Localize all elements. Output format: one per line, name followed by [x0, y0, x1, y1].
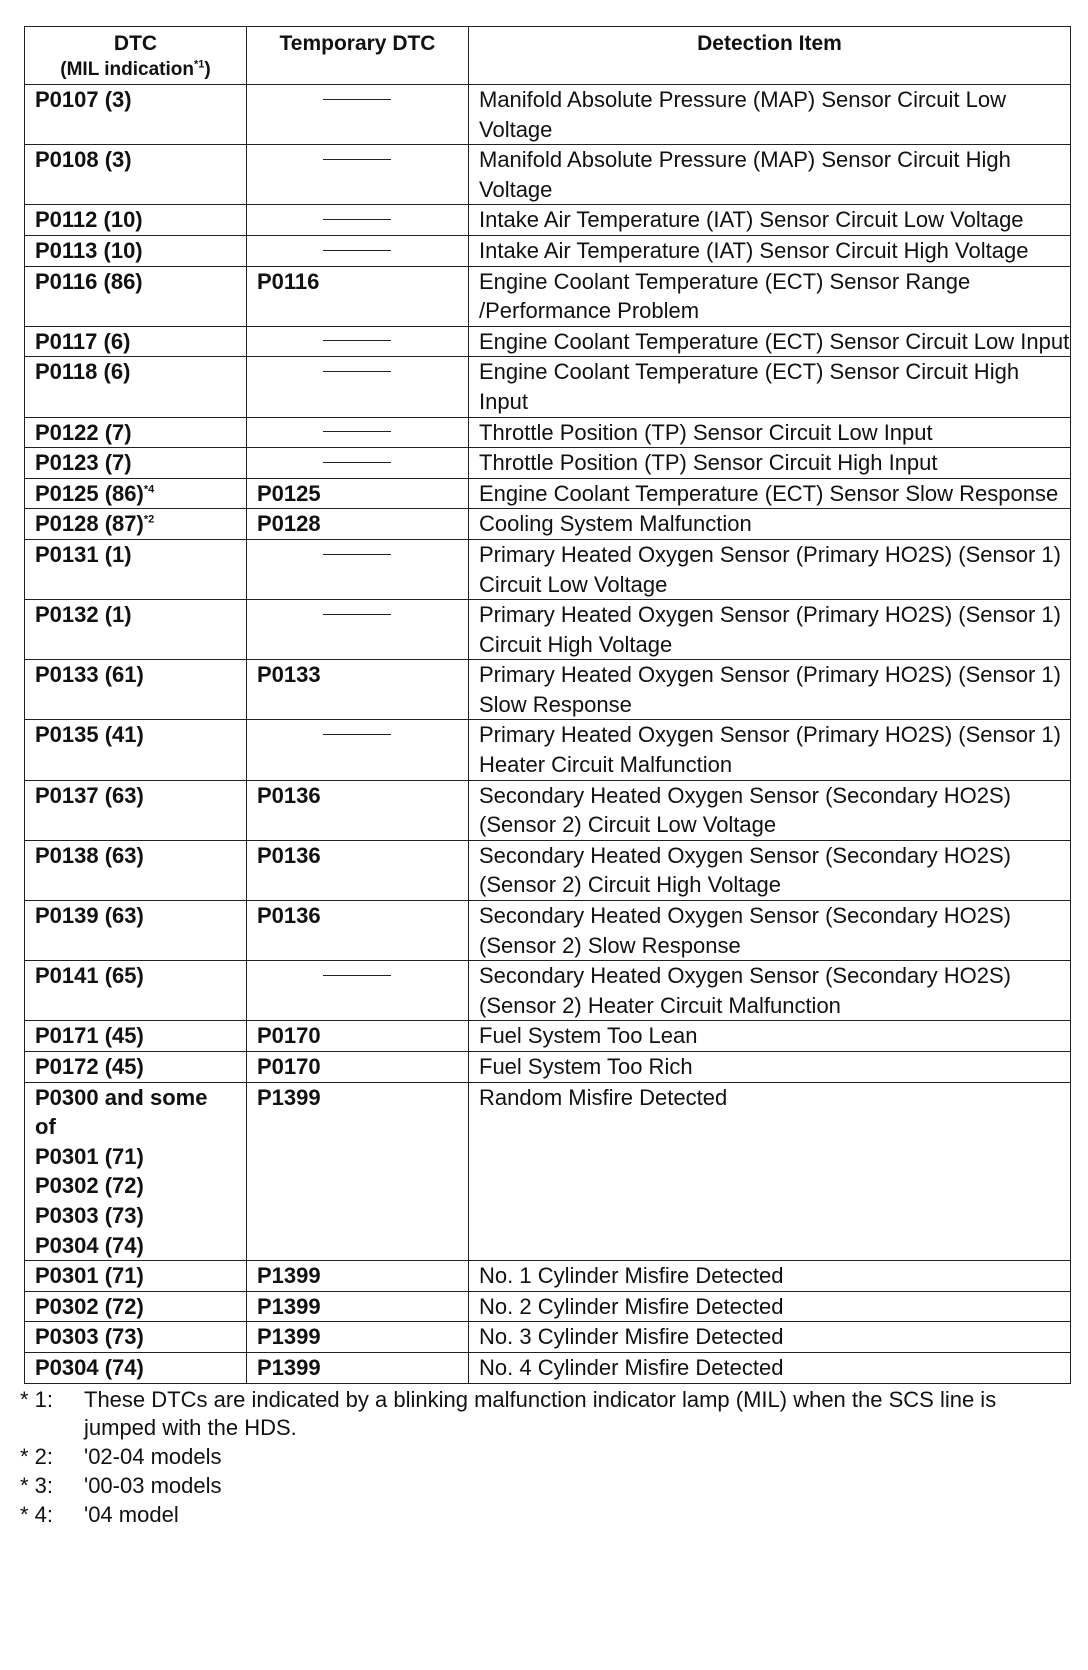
temporary-dtc-code: P1399 [257, 1084, 321, 1110]
dtc-code-cell [25, 326, 247, 357]
temporary-dtc-cell [247, 478, 469, 509]
detection-item-cell: Primary Heated Oxygen Sensor (Primary HO2S) (Sensor 1) Circuit Low Voltage [469, 539, 1071, 599]
temporary-dtc-cell [247, 1352, 469, 1383]
dtc-code-cell [25, 509, 247, 540]
detection-item-cell: Manifold Absolute Pressure (MAP) Sensor Circuit High Voltage [469, 145, 1071, 205]
header-dtc [25, 27, 247, 85]
dtc-code-cell [25, 85, 247, 145]
detection-item-cell: Engine Coolant Temperature (ECT) Sensor Range /Performance Problem [469, 266, 1071, 326]
table-row [25, 600, 1071, 660]
temporary-dtc-cell [247, 326, 469, 357]
dtc-code-cell [25, 145, 247, 205]
table-row [25, 205, 1071, 236]
detection-item-cell: Engine Coolant Temperature (ECT) Sensor Slow Response [469, 478, 1071, 509]
temporary-dtc-cell [247, 417, 469, 448]
footnote-text: These DTCs are indicated by a blinking malfunction indicator lamp (MIL) when the SCS line is jumped with the HDS. [84, 1386, 997, 1440]
dtc-code: P0123 (7) [35, 450, 132, 476]
table-row [25, 1082, 1071, 1261]
detection-item-cell: Primary Heated Oxygen Sensor (Primary HO2S) (Sensor 1) Slow Response [469, 660, 1071, 720]
dtc-code: P0138 (63) [35, 842, 144, 868]
header-dtc-sub-text: (MIL indication [60, 59, 194, 80]
temporary-dtc-cell [247, 600, 469, 660]
detection-item-cell: Throttle Position (TP) Sensor Circuit Low Input [469, 417, 1071, 448]
dtc-code: P0116 (86) [35, 268, 143, 294]
temporary-dtc-cell [247, 1082, 469, 1261]
temporary-dtc-cell [247, 1261, 469, 1292]
header-footnote-mark: *1 [193, 58, 205, 71]
dtc-code-cell [25, 1082, 247, 1261]
header-dtc-sub-close: ) [204, 59, 211, 80]
dtc-code-cell [25, 840, 247, 900]
table-row [25, 326, 1071, 357]
table-row [25, 1322, 1071, 1353]
dtc-code-line: P0301 (71) [35, 1143, 144, 1169]
detection-item-cell: Random Misfire Detected [469, 1082, 1071, 1261]
temporary-dtc-cell [247, 660, 469, 720]
dtc-code-cell [25, 1261, 247, 1292]
detection-item-cell: Intake Air Temperature (IAT) Sensor Circuit High Voltage [469, 235, 1071, 266]
detection-item-cell: Cooling System Malfunction [469, 509, 1071, 540]
dtc-code: P0137 (63) [35, 782, 144, 808]
no-code-dash [323, 554, 391, 555]
no-code-dash [323, 159, 391, 160]
dtc-code-line: P0303 (73) [35, 1202, 144, 1228]
detection-item-cell: No. 3 Cylinder Misfire Detected [469, 1322, 1071, 1353]
detection-item-cell: Secondary Heated Oxygen Sensor (Secondary HO2S) (Sensor 2) Circuit High Voltage [469, 840, 1071, 900]
dtc-code-line: P0304 (74) [35, 1232, 144, 1258]
dtc-code-cell [25, 600, 247, 660]
table-row [25, 720, 1071, 780]
detection-item-cell: Manifold Absolute Pressure (MAP) Sensor Circuit Low Voltage [469, 85, 1071, 145]
dtc-code-cell [25, 539, 247, 599]
detection-item-cell: Fuel System Too Lean [469, 1021, 1071, 1052]
table-header-row [25, 27, 1071, 85]
temporary-dtc-cell [247, 448, 469, 479]
footnote [20, 1501, 1070, 1529]
no-code-dash [323, 99, 391, 100]
temporary-dtc-code: P0116 [257, 268, 320, 294]
footnote [20, 1472, 1070, 1500]
temporary-dtc-cell [247, 840, 469, 900]
dtc-code: P0128 (87) [35, 511, 144, 537]
temporary-dtc-code: P0125 [257, 480, 321, 506]
footnote-text: '00-03 models [84, 1472, 222, 1498]
dtc-code-cell [25, 1352, 247, 1383]
dtc-code-cell [25, 720, 247, 780]
footnote-marker: * 1: [20, 1386, 54, 1412]
temporary-dtc-cell [247, 266, 469, 326]
dtc-code-cell [25, 780, 247, 840]
table-row [25, 901, 1071, 961]
detection-item-cell: Throttle Position (TP) Sensor Circuit High Input [469, 448, 1071, 479]
detection-item-cell: Primary Heated Oxygen Sensor (Primary HO2S) (Sensor 1) Circuit High Voltage [469, 600, 1071, 660]
dtc-code: P0107 (3) [35, 87, 132, 112]
dtc-code: P0118 (6) [35, 359, 131, 385]
header-temporary-dtc: Temporary DTC [247, 27, 469, 85]
dtc-code-cell [25, 448, 247, 479]
temporary-dtc-cell [247, 1322, 469, 1353]
temporary-dtc-cell [247, 509, 469, 540]
table-row [25, 85, 1071, 145]
table-row [25, 1261, 1071, 1292]
dtc-code: P0117 (6) [35, 328, 131, 354]
dtc-code-cell [25, 901, 247, 961]
header-detection-item: Detection Item [469, 27, 1071, 85]
detection-item-cell: Engine Coolant Temperature (ECT) Sensor Circuit Low Input [469, 326, 1071, 357]
temporary-dtc-code: P0136 [257, 782, 321, 808]
dtc-code: P0304 (74) [35, 1354, 144, 1380]
dtc-code-line: P0300 and some [35, 1084, 208, 1110]
dtc-code: P0112 (10) [35, 207, 143, 233]
detection-item-cell: Secondary Heated Oxygen Sensor (Secondary HO2S) (Sensor 2) Circuit Low Voltage [469, 780, 1071, 840]
temporary-dtc-cell [247, 901, 469, 961]
no-code-dash [323, 219, 391, 220]
table-row [25, 1052, 1071, 1083]
dtc-code: P0302 (72) [35, 1293, 144, 1319]
temporary-dtc-code: P1399 [257, 1293, 321, 1319]
dtc-page [20, 26, 1070, 1529]
table-row [25, 478, 1071, 509]
no-code-dash [323, 371, 391, 372]
footnote-marker: * 3: [20, 1472, 54, 1498]
dtc-code: P0132 (1) [35, 602, 132, 628]
footnote-mark: *4 [143, 483, 155, 496]
no-code-dash [323, 462, 391, 463]
dtc-code-cell [25, 205, 247, 236]
no-code-dash [323, 975, 391, 976]
footnote [20, 1443, 1070, 1471]
dtc-code-cell [25, 1052, 247, 1083]
footnote-mark: *2 [143, 513, 155, 526]
table-row [25, 417, 1071, 448]
no-code-dash [323, 431, 391, 432]
dtc-code: P0303 (73) [35, 1324, 144, 1350]
temporary-dtc-code: P0170 [257, 1023, 321, 1049]
footnote-text: '02-04 models [84, 1443, 222, 1469]
footnote-marker: * 2: [20, 1443, 54, 1469]
temporary-dtc-code: P0136 [257, 903, 321, 929]
table-row [25, 235, 1071, 266]
detection-item-cell: Intake Air Temperature (IAT) Sensor Circuit Low Voltage [469, 205, 1071, 236]
table-row [25, 509, 1071, 540]
header-dtc-sub [29, 58, 242, 82]
table-row [25, 840, 1071, 900]
table-row [25, 961, 1071, 1021]
dtc-table-body [25, 85, 1071, 1384]
temporary-dtc-code: P0133 [257, 662, 321, 688]
table-row [25, 1291, 1071, 1322]
no-code-dash [323, 734, 391, 735]
dtc-code: P0135 (41) [35, 722, 144, 748]
table-row [25, 1021, 1071, 1052]
detection-item-cell: Secondary Heated Oxygen Sensor (Secondary HO2S) (Sensor 2) Slow Response [469, 901, 1071, 961]
header-dtc-label: DTC [113, 32, 158, 55]
dtc-code-cell [25, 1291, 247, 1322]
temporary-dtc-code: P0170 [257, 1054, 321, 1079]
table-row [25, 357, 1071, 417]
temporary-dtc-cell [247, 205, 469, 236]
detection-item-cell: No. 1 Cylinder Misfire Detected [469, 1261, 1071, 1292]
temporary-dtc-code: P1399 [257, 1354, 321, 1380]
detection-item-cell: Engine Coolant Temperature (ECT) Sensor Circuit High Input [469, 357, 1071, 417]
temporary-dtc-cell [247, 357, 469, 417]
footnote [20, 1386, 1070, 1442]
temporary-dtc-code: P1399 [257, 1324, 321, 1350]
temporary-dtc-cell [247, 720, 469, 780]
table-row [25, 780, 1071, 840]
dtc-code: P0172 (45) [35, 1054, 144, 1079]
detection-item-cell: No. 4 Cylinder Misfire Detected [469, 1352, 1071, 1383]
temporary-dtc-cell [247, 539, 469, 599]
temporary-dtc-cell [247, 145, 469, 205]
dtc-code: P0139 (63) [35, 903, 144, 929]
temporary-dtc-cell [247, 780, 469, 840]
temporary-dtc-cell [247, 1291, 469, 1322]
dtc-code-cell [25, 478, 247, 509]
no-code-dash [323, 614, 391, 615]
temporary-dtc-cell [247, 1052, 469, 1083]
footnotes [20, 1386, 1070, 1529]
dtc-code-line: P0302 (72) [35, 1173, 144, 1199]
dtc-code: P0108 (3) [35, 147, 132, 173]
table-row [25, 1352, 1071, 1383]
temporary-dtc-code: P0136 [257, 842, 321, 868]
dtc-code-cell [25, 417, 247, 448]
footnote-text: '04 model [84, 1501, 179, 1527]
dtc-code-cell [25, 660, 247, 720]
no-code-dash [323, 250, 391, 251]
dtc-code: P0171 (45) [35, 1023, 144, 1049]
detection-item-cell: No. 2 Cylinder Misfire Detected [469, 1291, 1071, 1322]
dtc-table [24, 26, 1071, 1384]
dtc-code: P0131 (1) [35, 541, 132, 567]
dtc-code-line: of [35, 1114, 56, 1140]
dtc-code: P0133 (61) [35, 662, 144, 688]
temporary-dtc-cell [247, 235, 469, 266]
no-code-dash [323, 340, 391, 341]
dtc-code: P0301 (71) [35, 1263, 144, 1289]
dtc-code: P0141 (65) [35, 963, 144, 989]
dtc-code: P0122 (7) [35, 419, 132, 445]
temporary-dtc-cell [247, 85, 469, 145]
dtc-code-cell [25, 1021, 247, 1052]
dtc-code: P0125 (86) [35, 480, 144, 506]
dtc-code-cell [25, 266, 247, 326]
detection-item-cell: Fuel System Too Rich [469, 1052, 1071, 1083]
footnote-marker: * 4: [20, 1501, 54, 1527]
table-row [25, 145, 1071, 205]
table-row [25, 448, 1071, 479]
dtc-code: P0113 (10) [35, 237, 143, 263]
dtc-code-cell [25, 1322, 247, 1353]
dtc-code-cell [25, 357, 247, 417]
temporary-dtc-code: P0128 [257, 511, 321, 537]
table-row [25, 266, 1071, 326]
table-row [25, 660, 1071, 720]
detection-item-cell: Primary Heated Oxygen Sensor (Primary HO2S) (Sensor 1) Heater Circuit Malfunction [469, 720, 1071, 780]
temporary-dtc-cell [247, 1021, 469, 1052]
detection-item-cell: Secondary Heated Oxygen Sensor (Secondary HO2S) (Sensor 2) Heater Circuit Malfunction [469, 961, 1071, 1021]
dtc-code-cell [25, 961, 247, 1021]
table-row [25, 539, 1071, 599]
temporary-dtc-cell [247, 961, 469, 1021]
temporary-dtc-code: P1399 [257, 1263, 321, 1289]
dtc-code-cell [25, 235, 247, 266]
